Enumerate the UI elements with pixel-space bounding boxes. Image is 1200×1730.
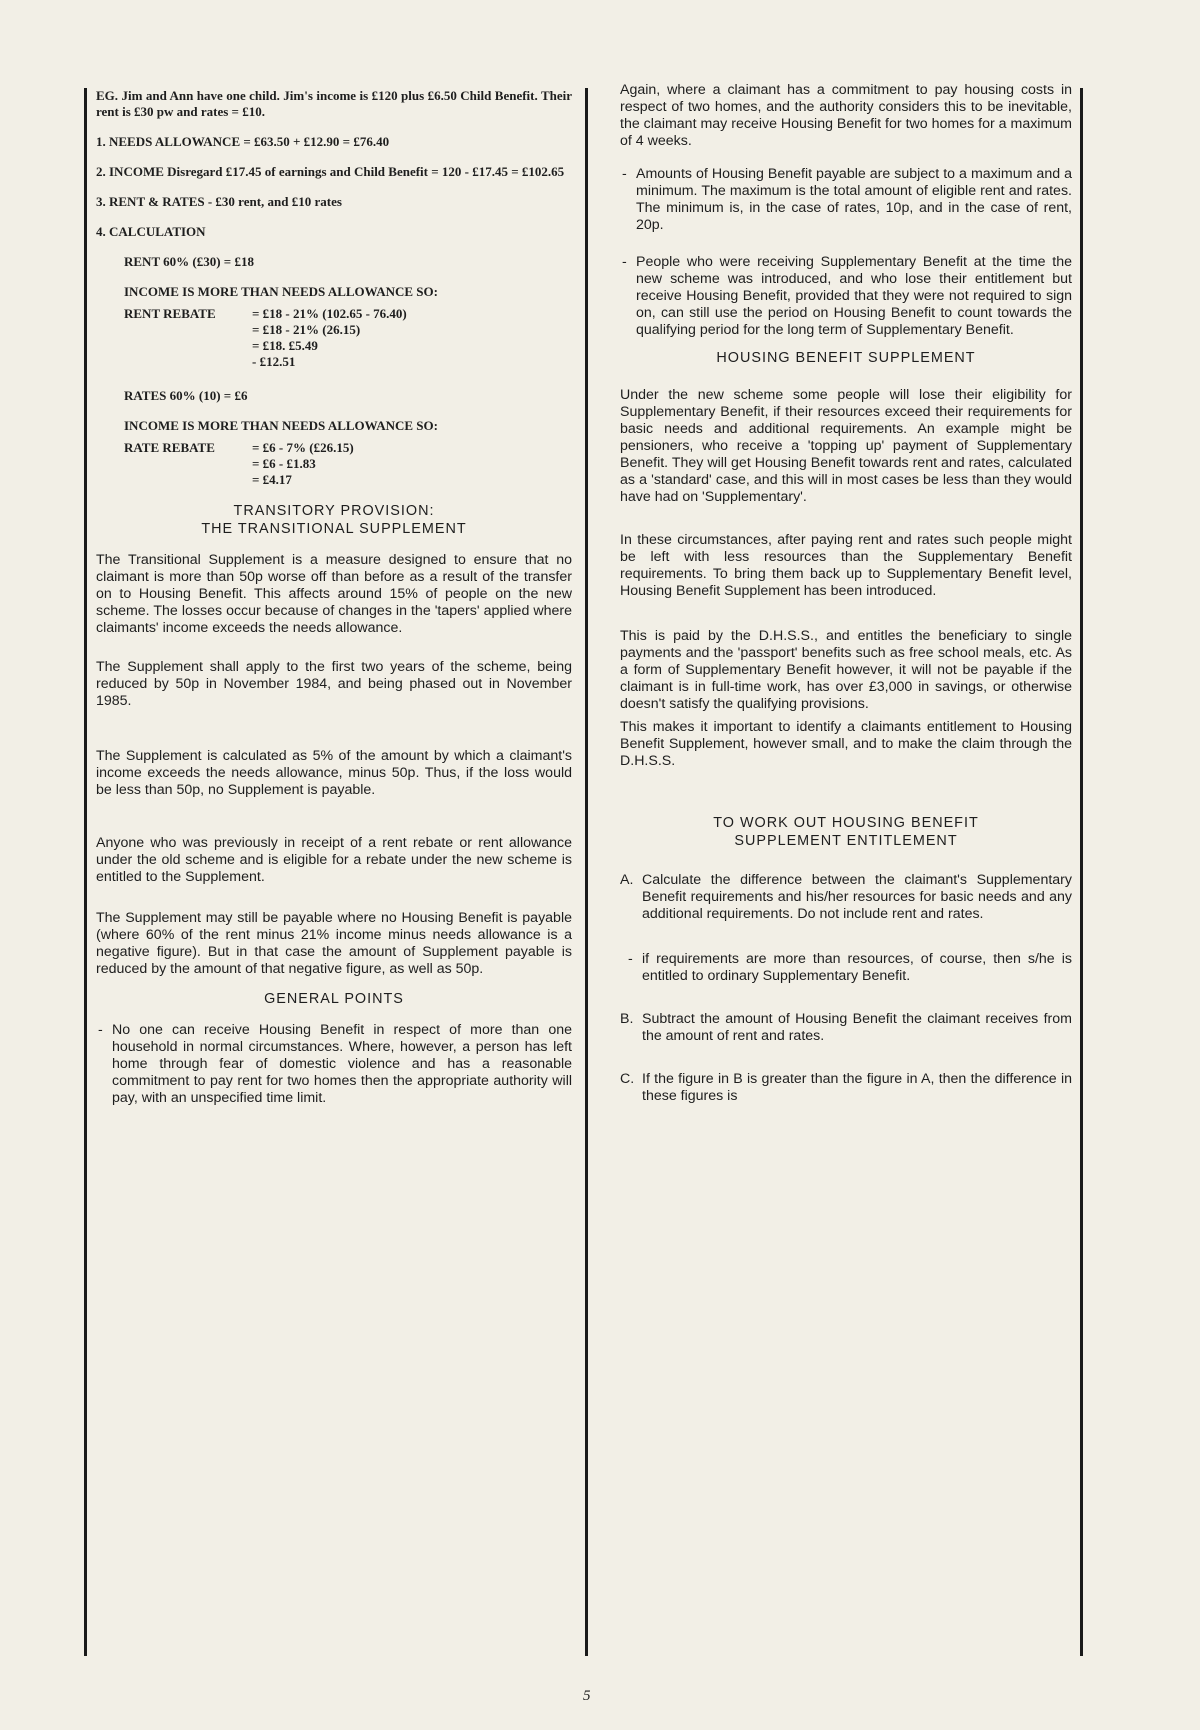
rent-line: RENT 60% (£30) = £18 [124,254,254,269]
step-a-marker: A. [620,872,634,888]
general-point-2 [620,166,1072,234]
transitional-paragraph: The Supplement is calculated as 5% of the amount by which a claimant's income exceeds the needs allowance, minus 50p. Thus, if the loss would be less than 50p, no Supplement is payable. [96,748,572,798]
hb-supplement-heading: HOUSING BENEFIT SUPPLEMENT [716,350,976,366]
rate-rebate-label: RATE REBATE [124,440,215,455]
rent-rebate [124,306,572,370]
example-step-2: 2. INCOME Disregard £17.45 of earnings and Child Benefit = 120 - £17.45 = £102.65 [96,164,565,179]
transitional-paragraph: The Transitional Supplement is a measure designed to ensure that no claimant is more than 50p worse off than before as a result of the transfer on to Housing Benefit. This affects around 15% of people on the new scheme. The losses occur because of changes in the 'tapers' applied where claimants' income exceeds the needs allowance. [96,552,572,636]
rate-rebate [124,440,572,488]
income-note-2: INCOME IS MORE THAN NEEDS ALLOWANCE SO: [124,418,438,433]
right-column-rule [1080,88,1083,1656]
rate-rebate-line: = £6 - 7% (£26.15) [252,440,354,455]
step-c-marker: C. [620,1071,635,1087]
worked-example [96,88,572,488]
step-b-marker: B. [620,1011,634,1027]
dash-mark: - [98,1022,103,1038]
work-out-heading-line-2: SUPPLEMENT ENTITLEMENT [734,833,958,849]
left-column-rule-outer [84,88,87,1656]
example-step-4: 4. CALCULATION [96,224,206,239]
general-point-1 [96,1022,572,1107]
hb-supplement-paragraph: This makes it important to identify a claimants entitlement to Housing Benefit Supplement, however small, and to make the claim through the D.H.S.S. [620,719,1072,769]
hb-supplement-paragraph: This is paid by the D.H.S.S., and entitles the beneficiary to single payments and the 'passport' benefits such as free school meals, etc. As a form of Supplementary Benefit however, it will not be payable if the claimant is in full-time work, has over £3,000 in savings, or otherwise doesn't satisfy the qualifying provisions. [620,628,1072,712]
rate-rebate-lines [252,440,572,488]
transitional-paragraph: The Supplement may still be payable where no Housing Benefit is payable (where 60% of the rent minus 21% income minus needs allowance is a negative figure). But in that case the amount of Supplement payable is reduced by the amount of that negative figure, as well as 50p. [96,910,572,977]
rate-rebate-line: = £6 - £1.83 [252,456,316,471]
work-out-step-b [620,1011,1072,1045]
rate-rebate-line: = £4.17 [252,472,292,487]
rent-rebate-line: = £18 - 21% (26.15) [252,322,361,337]
example-intro: EG. Jim and Ann have one child. Jim's income is £120 plus £6.50 Child Benefit. Their rent is £30 pw and rates = £10. [96,88,572,119]
transitional-heading [96,502,572,538]
general-point-3 [620,254,1072,339]
left-column-rule-inner [585,88,588,1656]
work-out-heading [620,814,1072,850]
work-out-step-a [620,872,1072,923]
transitional-heading-line-1: TRANSITORY PROVISION: [233,503,435,519]
rates-line: RATES 60% (10) = £6 [124,388,248,403]
rent-rebate-label: RENT REBATE [124,306,216,321]
hb-supplement-paragraph: Under the new scheme some people will lose their eligibility for Supplementary Benefit, if their resources exceed their requirements for basic needs and additional requirements. An example might be pensioners, who receive a 'topping up' payment of Supplementary Benefit. They will get Housing Benefit towards rent and rates, calculated as a 'standard' case, and this will in most cases be less than they would have had on 'Supplementary'. [620,387,1072,505]
example-step-3: 3. RENT & RATES - £30 rent, and £10 rates [96,194,342,209]
general-points-heading: GENERAL POINTS [264,991,404,1007]
transitional-heading-line-2: THE TRANSITIONAL SUPPLEMENT [201,521,467,537]
general-point-continuation: Again, where a claimant has a commitment to pay housing costs in respect of two homes, and the authority considers this to be inevitable, the claimant may receive Housing Benefit for two homes for a maximum of 4 weeks. [620,82,1072,149]
left-column [96,88,572,1117]
hb-supplement-paragraph: In these circumstances, after paying rent and rates such people might be left with less resources than the Supplementary Benefit requirements. To bring them back up to Supplementary Benefit level, Housing Benefit Supplement has been introduced. [620,532,1072,599]
rent-rebate-lines [252,306,572,370]
rent-rebate-line: = £18 - 21% (102.65 - 76.40) [252,306,407,321]
step-c-text: If the figure in B is greater than the figure in A, then the difference in these figures is [642,1071,1072,1104]
page-number: 5 [583,1688,591,1704]
dash-mark: - [622,254,627,270]
calculation-block [124,254,572,488]
work-out-sub-a [626,951,1072,985]
sub-a-text: if requirements are more than resources, of course, then s/he is entitled to ordinary Supplementary Benefit. [642,951,1072,984]
general-point-1-text: No one can receive Housing Benefit in respect of more than one household in normal circumstances. Where, however, a person has left home through fear of domestic violence and has a reasonable commitment to pay rent for two homes then the appropriate authority will pay, with an unspecified time limit. [112,1022,572,1106]
right-column [620,82,1072,1115]
work-out-heading-line-1: TO WORK OUT HOUSING BENEFIT [713,815,979,831]
transitional-paragraph: Anyone who was previously in receipt of a rent rebate or rent allowance under the old scheme and is eligible for a rebate under the new scheme is entitled to the Supplement. [96,835,572,885]
rent-rebate-line: = £18. £5.49 [252,338,318,353]
general-point-3-text: People who were receiving Supplementary Benefit at the time the new scheme was introduced, and who lose their entitlement but receive Housing Benefit, provided that they were not required to sign on, can still use the period on Housing Benefit to count towards the qualifying period for the long term of Supplementary Benefit. [636,254,1072,338]
step-a-text: Calculate the difference between the claimant's Supplementary Benefit requirements and his/her resources for basic needs and any additional requirements. Do not include rent and rates. [642,872,1072,922]
rent-rebate-line: - £12.51 [252,354,296,369]
dash-mark: - [622,166,627,182]
dash-mark: - [628,951,633,967]
transitional-paragraph: The Supplement shall apply to the first two years of the scheme, being reduced by 50p in November 1984, and being phased out in November 1985. [96,659,572,709]
example-step-1: 1. NEEDS ALLOWANCE = £63.50 + £12.90 = £76.40 [96,134,390,149]
income-note-1: INCOME IS MORE THAN NEEDS ALLOWANCE SO: [124,284,438,299]
general-point-2-text: Amounts of Housing Benefit payable are subject to a maximum and a minimum. The maximum is the total amount of eligible rent and rates. The minimum is, in the case of rates, 10p, and in the case of rent, 20p. [636,166,1072,233]
step-b-text: Subtract the amount of Housing Benefit the claimant receives from the amount of rent and rates. [642,1011,1072,1044]
work-out-step-c [620,1071,1072,1105]
